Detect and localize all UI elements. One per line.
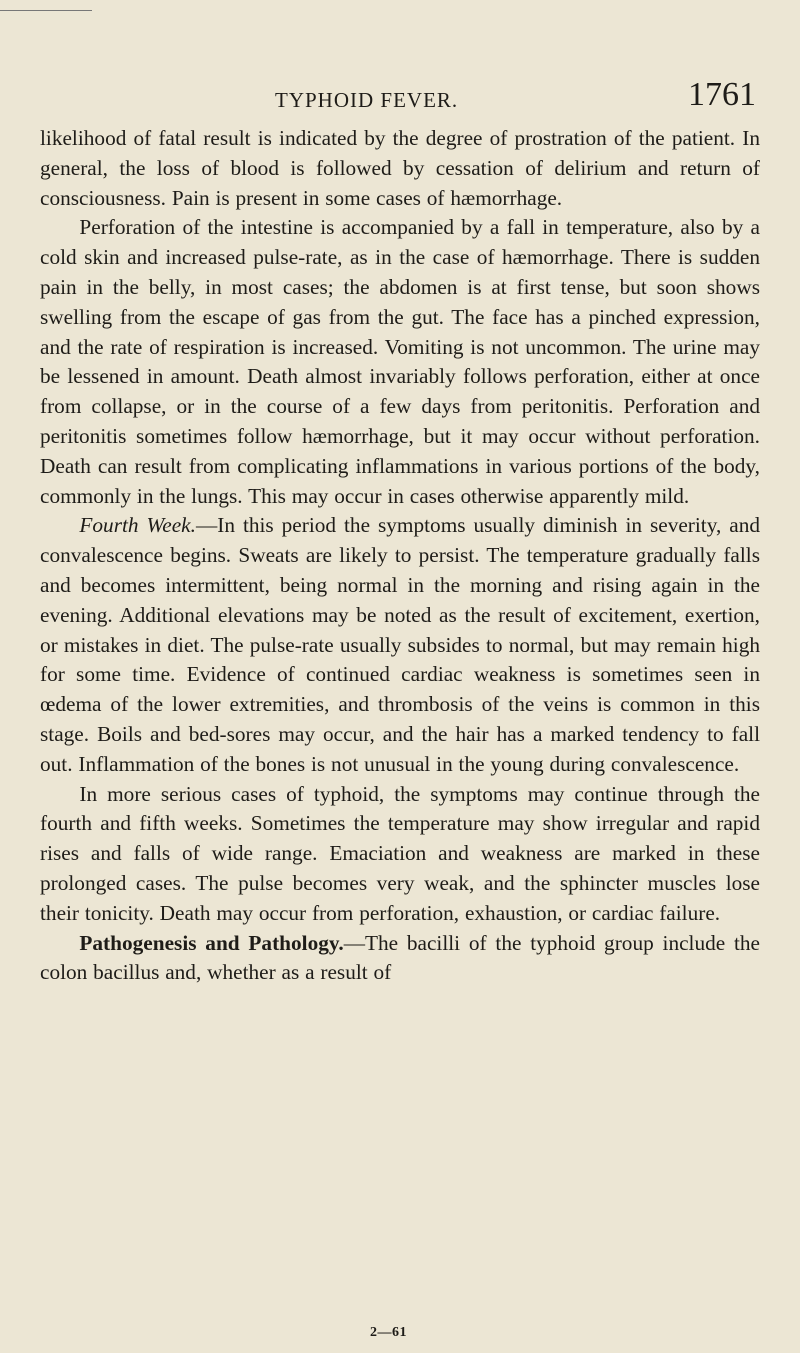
top-edge-rule xyxy=(0,10,92,11)
paragraph-perforation xyxy=(40,213,760,511)
body-text xyxy=(40,124,760,988)
paragraph-pathogenesis xyxy=(40,929,760,989)
section-heading-fourth-week: Fourth Week. xyxy=(79,513,196,538)
section-heading-pathogenesis: Pathogenesis and Pathology. xyxy=(79,930,344,955)
paragraph-continued xyxy=(40,124,760,213)
paragraph-text: In more serious cases of typhoid, the symptoms may continue through the fourth and fifth weeks. Sometimes the temperature may show irregular and rapid rises and falls of wide range. Emaciation and weakness are marked in these prolonged cases. The pulse becomes very weak, and the sphincter muscles lose their tonicity. Death may occur from perforation, exhaustion, or cardiac failure. xyxy=(40,781,760,925)
signature-mark: 2—61 xyxy=(370,1325,407,1340)
paragraph-text: likelihood of fatal result is indicated by the degree of prostration of the patient. In general, the loss of blood is followed by cessation of delirium and return of consciousness. Pain is present in some cases of hæmorrhage. xyxy=(40,126,760,210)
page-number: 1761 xyxy=(688,76,756,113)
paragraph-serious-cases xyxy=(40,780,760,929)
paragraph-text: —The bacilli of the typhoid group include the colon bacillus and, whether as a result of xyxy=(40,930,761,985)
paragraph-text: —In this period the symptoms usually diminish in severity, and convalescence begins. Sweats are likely to persist. The temperature gradually falls and becomes intermittent, being normal in the morning and rising again in the evening. Additional elevations may be noted as the result of excitement, exertion, or mistakes in diet. The pulse-rate usually subsides to normal, but may remain high for some time. Evidence of continued cardiac weakness is sometimes seen in œdema of the lower extremities, and thrombosis of the veins is common in this stage. Boils and bed-sores may occur, and the hair has a marked tendency to fall out. Inflammation of the bones is not unusual in the young during convalescence. xyxy=(40,513,760,776)
paragraph-text: Perforation of the intestine is accompanied by a fall in temperature, also by a cold skin and increased pulse-rate, as in the case of hæmorrhage. There is sudden pain in the belly, in most cases; the abdomen is at first tense, but soon shows swelling from the escape of gas from the gut. The face has a pinched expression, and the rate of respiration is increased. Vomiting is not uncommon. The urine may be lessened in amount. Death almost invariably follows perforation, either at once from collapse, or in the course of a few days from peritonitis. Perforation and peritonitis sometimes follow hæmorrhage, but it may occur without perforation. Death can result from complicating inflammations in various portions of the body, commonly in the lungs. This may occur in cases otherwise apparently mild. xyxy=(40,215,760,508)
running-title: TYPHOID FEVER. xyxy=(275,88,459,112)
paragraph-fourth-week xyxy=(40,511,760,779)
